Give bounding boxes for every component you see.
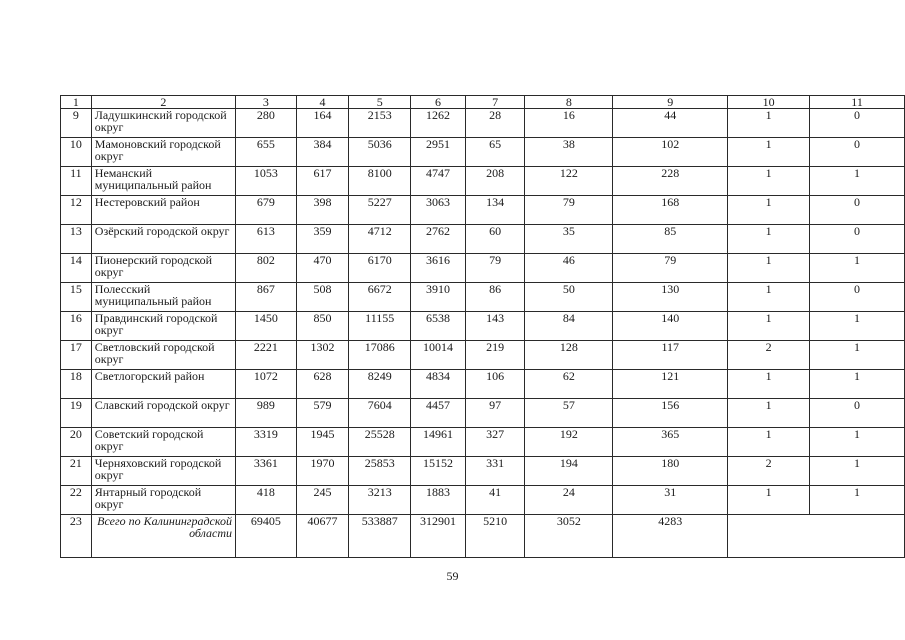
value-cell: 1262 <box>411 109 466 138</box>
value-cell: 60 <box>465 225 525 254</box>
value-cell: 280 <box>236 109 297 138</box>
value-cell: 6538 <box>411 312 466 341</box>
row-number-cell: 14 <box>61 254 92 283</box>
header-cell: 7 <box>465 96 525 109</box>
value-cell: 25853 <box>349 457 411 486</box>
value-cell: 143 <box>465 312 525 341</box>
value-cell: 579 <box>296 399 349 428</box>
value-cell: 1 <box>810 457 905 486</box>
value-cell: 2 <box>728 457 810 486</box>
table-row <box>61 428 905 457</box>
row-number-cell: 18 <box>61 370 92 399</box>
value-cell: 1945 <box>296 428 349 457</box>
table-row <box>61 254 905 283</box>
value-cell: 38 <box>525 138 613 167</box>
value-cell: 3361 <box>236 457 297 486</box>
header-cell: 11 <box>810 96 905 109</box>
row-number-cell: 9 <box>61 109 92 138</box>
value-cell: 850 <box>296 312 349 341</box>
value-cell: 628 <box>296 370 349 399</box>
district-name-cell: Светлогорский район <box>91 370 235 399</box>
value-cell: 168 <box>613 196 728 225</box>
total-row <box>61 515 905 558</box>
value-cell: 331 <box>465 457 525 486</box>
district-name-cell: Светловский городской округ <box>91 341 235 370</box>
value-cell: 327 <box>465 428 525 457</box>
header-row <box>61 96 905 109</box>
row-number-cell: 15 <box>61 283 92 312</box>
value-cell: 0 <box>810 109 905 138</box>
value-cell: 359 <box>296 225 349 254</box>
value-cell: 3213 <box>349 486 411 515</box>
district-name-cell: Мамоновский городской округ <box>91 138 235 167</box>
value-cell: 2221 <box>236 341 297 370</box>
value-cell: 130 <box>613 283 728 312</box>
value-cell: 6672 <box>349 283 411 312</box>
value-cell: 25528 <box>349 428 411 457</box>
header-cell: 10 <box>728 96 810 109</box>
header-cell: 4 <box>296 96 349 109</box>
value-cell: 3063 <box>411 196 466 225</box>
row-number-cell: 19 <box>61 399 92 428</box>
value-cell: 1 <box>728 370 810 399</box>
header-cell: 5 <box>349 96 411 109</box>
value-cell: 1 <box>810 167 905 196</box>
value-cell: 180 <box>613 457 728 486</box>
table-row <box>61 457 905 486</box>
empty-merged-cell <box>728 515 905 558</box>
table-row <box>61 196 905 225</box>
value-cell: 1302 <box>296 341 349 370</box>
value-cell: 655 <box>236 138 297 167</box>
value-cell: 0 <box>810 283 905 312</box>
row-number-cell: 21 <box>61 457 92 486</box>
district-name-cell: Пионерский городской округ <box>91 254 235 283</box>
value-cell: 79 <box>525 196 613 225</box>
district-name-cell: Озёрский городской округ <box>91 225 235 254</box>
value-cell: 3616 <box>411 254 466 283</box>
value-cell: 31 <box>613 486 728 515</box>
value-cell: 17086 <box>349 341 411 370</box>
value-cell: 1 <box>728 225 810 254</box>
value-cell: 470 <box>296 254 349 283</box>
value-cell: 8249 <box>349 370 411 399</box>
value-cell: 117 <box>613 341 728 370</box>
value-cell: 50 <box>525 283 613 312</box>
district-name-cell: Правдинский городской округ <box>91 312 235 341</box>
value-cell: 384 <box>296 138 349 167</box>
table-row <box>61 167 905 196</box>
value-cell: 122 <box>525 167 613 196</box>
value-cell: 46 <box>525 254 613 283</box>
value-cell: 1053 <box>236 167 297 196</box>
value-cell: 16 <box>525 109 613 138</box>
table-body <box>61 96 905 558</box>
value-cell: 3910 <box>411 283 466 312</box>
district-name-cell: Янтарный городской округ <box>91 486 235 515</box>
value-cell: 3052 <box>525 515 613 558</box>
value-cell: 84 <box>525 312 613 341</box>
value-cell: 2951 <box>411 138 466 167</box>
row-number-cell: 17 <box>61 341 92 370</box>
value-cell: 1 <box>728 138 810 167</box>
table-row <box>61 312 905 341</box>
district-name-cell: Полесский муниципальный район <box>91 283 235 312</box>
value-cell: 1 <box>810 341 905 370</box>
value-cell: 1 <box>810 370 905 399</box>
value-cell: 228 <box>613 167 728 196</box>
value-cell: 617 <box>296 167 349 196</box>
value-cell: 365 <box>613 428 728 457</box>
district-name-cell: Черняховский городской округ <box>91 457 235 486</box>
value-cell: 5036 <box>349 138 411 167</box>
row-number-cell: 10 <box>61 138 92 167</box>
value-cell: 4712 <box>349 225 411 254</box>
district-name-cell: Нестеровский район <box>91 196 235 225</box>
table-row <box>61 225 905 254</box>
value-cell: 867 <box>236 283 297 312</box>
row-number-cell: 13 <box>61 225 92 254</box>
header-cell: 6 <box>411 96 466 109</box>
district-statistics-table <box>60 95 905 558</box>
value-cell: 1 <box>728 109 810 138</box>
value-cell: 2153 <box>349 109 411 138</box>
value-cell: 0 <box>810 225 905 254</box>
table-row <box>61 399 905 428</box>
value-cell: 79 <box>613 254 728 283</box>
value-cell: 1 <box>728 283 810 312</box>
value-cell: 6170 <box>349 254 411 283</box>
value-cell: 62 <box>525 370 613 399</box>
value-cell: 102 <box>613 138 728 167</box>
value-cell: 1 <box>728 428 810 457</box>
value-cell: 85 <box>613 225 728 254</box>
row-number-cell: 12 <box>61 196 92 225</box>
value-cell: 1450 <box>236 312 297 341</box>
table-row <box>61 283 905 312</box>
table-row <box>61 109 905 138</box>
value-cell: 1 <box>810 428 905 457</box>
value-cell: 1 <box>810 254 905 283</box>
value-cell: 106 <box>465 370 525 399</box>
district-name-cell: Славский городской округ <box>91 399 235 428</box>
header-cell: 8 <box>525 96 613 109</box>
value-cell: 802 <box>236 254 297 283</box>
value-cell: 7604 <box>349 399 411 428</box>
value-cell: 1 <box>728 167 810 196</box>
value-cell: 4834 <box>411 370 466 399</box>
value-cell: 8100 <box>349 167 411 196</box>
value-cell: 5227 <box>349 196 411 225</box>
value-cell: 1 <box>728 312 810 341</box>
row-number-cell: 22 <box>61 486 92 515</box>
value-cell: 1072 <box>236 370 297 399</box>
value-cell: 1 <box>810 312 905 341</box>
value-cell: 4747 <box>411 167 466 196</box>
value-cell: 4457 <box>411 399 466 428</box>
value-cell: 24 <box>525 486 613 515</box>
row-number-cell: 11 <box>61 167 92 196</box>
value-cell: 57 <box>525 399 613 428</box>
value-cell: 35 <box>525 225 613 254</box>
value-cell: 5210 <box>465 515 525 558</box>
value-cell: 613 <box>236 225 297 254</box>
value-cell: 1970 <box>296 457 349 486</box>
value-cell: 1 <box>728 196 810 225</box>
district-name-cell: Советский городской округ <box>91 428 235 457</box>
table-row <box>61 138 905 167</box>
value-cell: 245 <box>296 486 349 515</box>
value-cell: 97 <box>465 399 525 428</box>
value-cell: 508 <box>296 283 349 312</box>
value-cell: 312901 <box>411 515 466 558</box>
value-cell: 192 <box>525 428 613 457</box>
value-cell: 11155 <box>349 312 411 341</box>
row-number-cell: 20 <box>61 428 92 457</box>
header-cell: 1 <box>61 96 92 109</box>
district-name-cell: Ладушкинский городской округ <box>91 109 235 138</box>
value-cell: 10014 <box>411 341 466 370</box>
value-cell: 121 <box>613 370 728 399</box>
row-number-cell: 23 <box>61 515 92 558</box>
table-row <box>61 486 905 515</box>
value-cell: 418 <box>236 486 297 515</box>
value-cell: 679 <box>236 196 297 225</box>
value-cell: 533887 <box>349 515 411 558</box>
value-cell: 128 <box>525 341 613 370</box>
value-cell: 3319 <box>236 428 297 457</box>
value-cell: 79 <box>465 254 525 283</box>
value-cell: 134 <box>465 196 525 225</box>
header-cell: 2 <box>91 96 235 109</box>
header-cell: 3 <box>236 96 297 109</box>
value-cell: 2 <box>728 341 810 370</box>
value-cell: 28 <box>465 109 525 138</box>
table-row <box>61 370 905 399</box>
value-cell: 69405 <box>236 515 297 558</box>
value-cell: 4283 <box>613 515 728 558</box>
value-cell: 219 <box>465 341 525 370</box>
value-cell: 40677 <box>296 515 349 558</box>
value-cell: 194 <box>525 457 613 486</box>
row-number-cell: 16 <box>61 312 92 341</box>
table-row <box>61 341 905 370</box>
value-cell: 1883 <box>411 486 466 515</box>
value-cell: 0 <box>810 138 905 167</box>
value-cell: 156 <box>613 399 728 428</box>
total-label-cell: Всего по Калининградской области <box>91 515 235 558</box>
page-number: 59 <box>446 569 459 583</box>
value-cell: 44 <box>613 109 728 138</box>
value-cell: 2762 <box>411 225 466 254</box>
value-cell: 1 <box>728 254 810 283</box>
header-cell: 9 <box>613 96 728 109</box>
value-cell: 15152 <box>411 457 466 486</box>
value-cell: 989 <box>236 399 297 428</box>
district-name-cell: Неманский муниципальный район <box>91 167 235 196</box>
value-cell: 0 <box>810 196 905 225</box>
value-cell: 398 <box>296 196 349 225</box>
value-cell: 0 <box>810 399 905 428</box>
value-cell: 14961 <box>411 428 466 457</box>
value-cell: 1 <box>728 399 810 428</box>
value-cell: 164 <box>296 109 349 138</box>
value-cell: 140 <box>613 312 728 341</box>
value-cell: 41 <box>465 486 525 515</box>
value-cell: 1 <box>810 486 905 515</box>
value-cell: 208 <box>465 167 525 196</box>
value-cell: 1 <box>728 486 810 515</box>
value-cell: 65 <box>465 138 525 167</box>
value-cell: 86 <box>465 283 525 312</box>
